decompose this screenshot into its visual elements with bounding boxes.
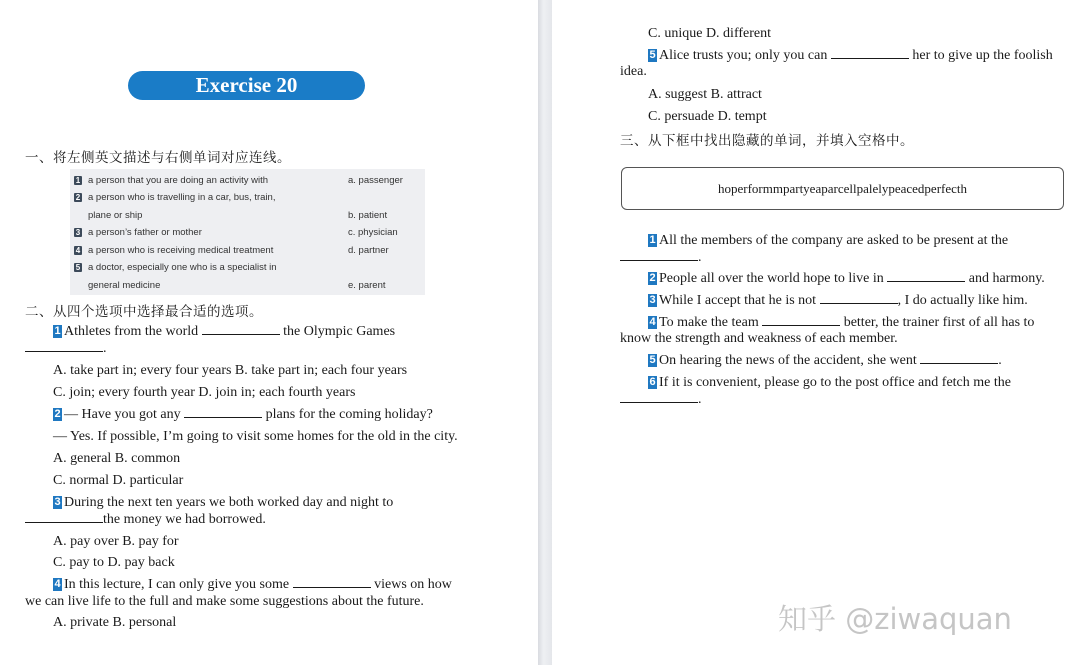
match-option: d. partner bbox=[348, 245, 389, 256]
question-1: 1 Athletes from the world the Olympic Games bbox=[54, 324, 396, 339]
question-3: 3 During the next ten years we both worked day and night to bbox=[54, 495, 394, 510]
answer-blank bbox=[293, 577, 371, 588]
left-page bbox=[0, 0, 538, 665]
match-option: a. passenger bbox=[348, 175, 403, 186]
answer-blank bbox=[831, 48, 909, 59]
answer-blank bbox=[25, 341, 103, 352]
question-number: 1 bbox=[54, 325, 61, 337]
fill-question-1-continued: . bbox=[620, 249, 702, 266]
question-number: 5 bbox=[649, 354, 656, 366]
fill-question-3: 3 While I accept that he is not , I do actually like him. bbox=[649, 293, 1028, 308]
match-row: 3 a person’s father or mother bbox=[75, 227, 202, 238]
question-5-options-ab: A. suggest B. attract bbox=[648, 87, 762, 102]
question-number: 2 bbox=[54, 408, 61, 420]
question-number: 3 bbox=[54, 496, 61, 508]
fill-question-4: 4 To make the team better, the trainer first of all has to bbox=[649, 315, 1035, 330]
answer-blank bbox=[25, 512, 103, 523]
match-row-continued: plane or ship bbox=[88, 210, 143, 221]
fill-question-4-continued: know the strength and weakness of each member. bbox=[620, 331, 898, 346]
match-option: e. parent bbox=[348, 280, 386, 291]
question-1-continued: . bbox=[25, 340, 107, 357]
fill-question-6-continued: . bbox=[620, 391, 702, 408]
match-row: 1 a person that you are doing an activity with bbox=[75, 175, 269, 186]
section1-heading: 一、将左侧英文描述与右侧单词对应连线。 bbox=[25, 150, 291, 166]
question-2: 2 — Have you got any plans for the coming holiday? bbox=[54, 407, 433, 422]
answer-blank bbox=[184, 407, 262, 418]
question-3-options-ab: A. pay over B. pay for bbox=[53, 534, 179, 549]
question-number: 3 bbox=[649, 294, 656, 306]
question-2-reply: — Yes. If possible, I’m going to visit some homes for the old in the city. bbox=[53, 429, 458, 444]
match-row: 4 a person who is receiving medical treatment bbox=[75, 245, 274, 256]
question-number: 5 bbox=[649, 49, 656, 61]
answer-blank bbox=[620, 250, 698, 261]
question-2-options-cd: C. normal D. particular bbox=[53, 473, 184, 488]
question-number: 6 bbox=[649, 376, 656, 388]
question-4-continued: we can live life to the full and make some suggestions about the future. bbox=[25, 594, 424, 609]
question-number: 4 bbox=[649, 316, 656, 328]
question-3-continued: the money we had borrowed. bbox=[25, 511, 266, 528]
question-2-options-ab: A. general B. common bbox=[53, 451, 181, 466]
answer-blank bbox=[820, 293, 898, 304]
question-4-options-ab: A. private B. personal bbox=[53, 615, 177, 630]
answer-blank bbox=[762, 315, 840, 326]
question-1-options-cd: C. join; every fourth year D. join in; each fourth years bbox=[53, 385, 356, 400]
question-5-continued: idea. bbox=[620, 64, 647, 79]
question-3-options-cd: C. pay to D. pay back bbox=[53, 555, 175, 570]
answer-blank bbox=[620, 392, 698, 403]
fill-question-6: 6 If it is convenient, please go to the post office and fetch me the bbox=[649, 375, 1011, 390]
question-4-options-cd: C. unique D. different bbox=[648, 26, 771, 41]
question-1-options-ab: A. take part in; every four years B. take part in; each four years bbox=[53, 363, 408, 378]
question-number: 2 bbox=[649, 272, 656, 284]
question-5-options-cd: C. persuade D. tempt bbox=[648, 109, 767, 124]
fill-question-2: 2 People all over the world hope to live in and harmony. bbox=[649, 271, 1045, 286]
exercise-title: Exercise 20 bbox=[128, 71, 365, 100]
fill-question-1: 1 All the members of the company are asked to be present at the bbox=[649, 233, 1009, 248]
matching-box bbox=[70, 169, 425, 295]
answer-blank bbox=[887, 271, 965, 282]
section2-heading: 二、从四个选项中选择最合适的选项。 bbox=[25, 304, 263, 320]
match-row: 2 a person who is travelling in a car, bus, train, bbox=[75, 192, 276, 203]
section3-heading: 三、从下框中找出隐藏的单词，并填入空格中。 bbox=[620, 133, 914, 149]
answer-blank bbox=[920, 353, 998, 364]
question-5: 5 Alice trusts you; only you can her to give up the foolish bbox=[649, 48, 1053, 63]
match-row-continued: general medicine bbox=[88, 280, 161, 291]
fill-question-5: 5 On hearing the news of the accident, she went . bbox=[649, 353, 1002, 368]
question-4: 4 In this lecture, I can only give you some views on how bbox=[54, 577, 452, 592]
answer-blank bbox=[202, 324, 280, 335]
hidden-words-box: hoperformmpartyeaparcellpalelypeacedperfecth bbox=[621, 167, 1064, 210]
watermark: 知乎 @ziwaquan bbox=[778, 602, 1012, 636]
page-gutter bbox=[538, 0, 552, 665]
match-row: 5 a doctor, especially one who is a specialist in bbox=[75, 262, 277, 273]
question-number: 1 bbox=[649, 234, 656, 246]
question-number: 4 bbox=[54, 578, 61, 590]
match-option: b. patient bbox=[348, 210, 388, 221]
match-option: c. physician bbox=[348, 227, 398, 238]
